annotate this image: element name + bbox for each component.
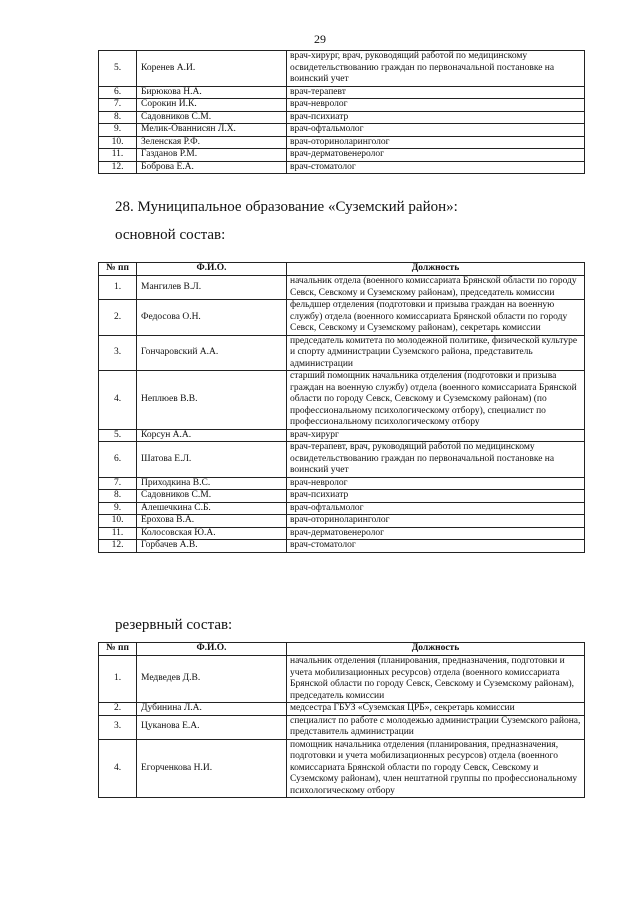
row-position: врач-терапевт (287, 86, 585, 99)
header-name: Ф.И.О. (137, 643, 287, 656)
row-number: 8. (99, 490, 137, 503)
table-row (99, 124, 585, 137)
row-name: Коренев А.И. (137, 51, 287, 87)
reserve-composition-label: резервный состав: (115, 617, 233, 633)
table-reserve-body (99, 656, 585, 798)
header-name: Ф.И.О. (137, 263, 287, 276)
table-row (99, 715, 585, 739)
table-row (99, 371, 585, 430)
row-number: 4. (99, 739, 137, 798)
page-number: 29 (314, 32, 326, 46)
row-number: 10. (99, 136, 137, 149)
row-number: 1. (99, 276, 137, 300)
row-number: 8. (99, 111, 137, 124)
row-number: 1. (99, 656, 137, 703)
header-role: Должность (287, 643, 585, 656)
row-position: специалист по работе с молодежью администрации Суземского района, представитель администрации (287, 715, 585, 739)
table-top-body (99, 51, 585, 174)
row-position: врач-невролог (287, 477, 585, 490)
table-row (99, 86, 585, 99)
row-position: врач-психиатр (287, 111, 585, 124)
row-position: председатель комитета по молодежной политике, физической культуре и спорту администрации Суземского района, представитель администрации (287, 335, 585, 371)
row-name: Дубинина Л.А. (137, 703, 287, 716)
row-number: 6. (99, 86, 137, 99)
row-number: 10. (99, 515, 137, 528)
table-row (99, 429, 585, 442)
row-position: врач-дерматовенеролог (287, 149, 585, 162)
row-number: 9. (99, 502, 137, 515)
table-row (99, 276, 585, 300)
row-number: 12. (99, 161, 137, 174)
table-main-body (99, 276, 585, 553)
row-position: медсестра ГБУЗ «Суземская ЦРБ», секретарь комиссии (287, 703, 585, 716)
table-row (99, 540, 585, 553)
row-name: Колосовская Ю.А. (137, 527, 287, 540)
table-row (99, 111, 585, 124)
row-position: начальник отдела (военного комиссариата Брянской области по городу Севск, Севскому и Суземскому районам), председатель комиссии (287, 276, 585, 300)
table-row (99, 477, 585, 490)
row-position: врач-невролог (287, 99, 585, 112)
row-number: 2. (99, 300, 137, 336)
table-row (99, 739, 585, 798)
row-position: врач-оториноларинголог (287, 515, 585, 528)
row-number: 5. (99, 429, 137, 442)
row-name: Зеленская Р.Ф. (137, 136, 287, 149)
row-number: 3. (99, 335, 137, 371)
section-title: 28. Муниципальное образование «Суземский район»: (115, 199, 458, 215)
row-number: 3. (99, 715, 137, 739)
table-main (98, 262, 585, 553)
row-position: фельдшер отделения (подготовки и призыва граждан на военную службу) отдела (военного комиссариата Брянской области по городу Севск, Севскому и Суземскому районам), секретарь комиссии (287, 300, 585, 336)
row-number: 2. (99, 703, 137, 716)
row-number: 7. (99, 477, 137, 490)
main-composition-label: основной состав: (115, 227, 226, 243)
row-name: Цуканова Е.А. (137, 715, 287, 739)
row-name: Алешечкина С.Б. (137, 502, 287, 515)
table-row (99, 335, 585, 371)
row-name: Мелик-Ованнисян Л.Х. (137, 124, 287, 137)
row-name: Сорокин И.К. (137, 99, 287, 112)
header-role: Должность (287, 263, 585, 276)
row-name: Бирюкова Н.А. (137, 86, 287, 99)
row-position: врач-стоматолог (287, 540, 585, 553)
row-position: врач-дерматовенеролог (287, 527, 585, 540)
row-name: Егорченкова Н.И. (137, 739, 287, 798)
row-name: Шатова Е.Л. (137, 442, 287, 478)
table-reserve (98, 642, 585, 798)
row-name: Медведев Д.В. (137, 656, 287, 703)
table-row (99, 527, 585, 540)
row-name: Садовников С.М. (137, 490, 287, 503)
row-name: Корсун А.А. (137, 429, 287, 442)
row-position: врач-психиатр (287, 490, 585, 503)
row-position: врач-хирург, врач, руководящий работой по медицинскому освидетельствованию граждан по первоначальной постановке на воинский учет (287, 51, 585, 87)
table-row (99, 515, 585, 528)
row-number: 7. (99, 99, 137, 112)
row-number: 9. (99, 124, 137, 137)
header-num: № пп (99, 643, 137, 656)
row-name: Приходкина В.С. (137, 477, 287, 490)
table-row (99, 51, 585, 87)
table-header-row (99, 263, 585, 276)
row-name: Ерохова В.А. (137, 515, 287, 528)
table-top (98, 50, 585, 174)
row-position: старший помощник начальника отделения (подготовки и призыва граждан на военную службу) отдела (военного комиссариата Брянской области по городу Севск, Севскому и Суземскому районам) (по профессиональному психологическому отбору), специалист по профессиональному психологическому отбору (287, 371, 585, 430)
row-number: 11. (99, 149, 137, 162)
row-position: врач-оториноларинголог (287, 136, 585, 149)
row-position: врач-офтальмолог (287, 124, 585, 137)
row-name: Мангилев В.Л. (137, 276, 287, 300)
row-name: Гончаровский А.А. (137, 335, 287, 371)
row-number: 4. (99, 371, 137, 430)
table-row (99, 136, 585, 149)
row-number: 6. (99, 442, 137, 478)
row-name: Газданов Р.М. (137, 149, 287, 162)
row-position: врач-офтальмолог (287, 502, 585, 515)
row-number: 5. (99, 51, 137, 87)
table-row (99, 300, 585, 336)
table-row (99, 490, 585, 503)
row-name: Горбачев А.В. (137, 540, 287, 553)
row-name: Боброва Е.А. (137, 161, 287, 174)
row-position: помощник начальника отделения (планирования, предназначения, подготовки и учета мобилизационных ресурсов) отдела (военного комиссариата Брянской области по городу Севск, Севскому и Суземскому районам), член нештатной группы по профессиональному психологическому отбору (287, 739, 585, 798)
row-name: Федосова О.Н. (137, 300, 287, 336)
table-row (99, 161, 585, 174)
row-position: врач-терапевт, врач, руководящий работой по медицинскому освидетельствованию граждан по первоначальной постановке на воинский учет (287, 442, 585, 478)
row-number: 12. (99, 540, 137, 553)
row-name: Неплюев В.В. (137, 371, 287, 430)
table-row (99, 502, 585, 515)
row-name: Садовников С.М. (137, 111, 287, 124)
table-row (99, 656, 585, 703)
table-row (99, 149, 585, 162)
table-row (99, 442, 585, 478)
table-header-row (99, 643, 585, 656)
row-position: врач-хирург (287, 429, 585, 442)
header-num: № пп (99, 263, 137, 276)
row-position: врач-стоматолог (287, 161, 585, 174)
table-row (99, 703, 585, 716)
table-row (99, 99, 585, 112)
row-position: начальник отделения (планирования, предназначения, подготовки и учета мобилизационных ресурсов) отдела (военного комиссариата Брянской области по городу Севск, Севскому и Суземскому районам), председатель комиссии (287, 656, 585, 703)
row-number: 11. (99, 527, 137, 540)
